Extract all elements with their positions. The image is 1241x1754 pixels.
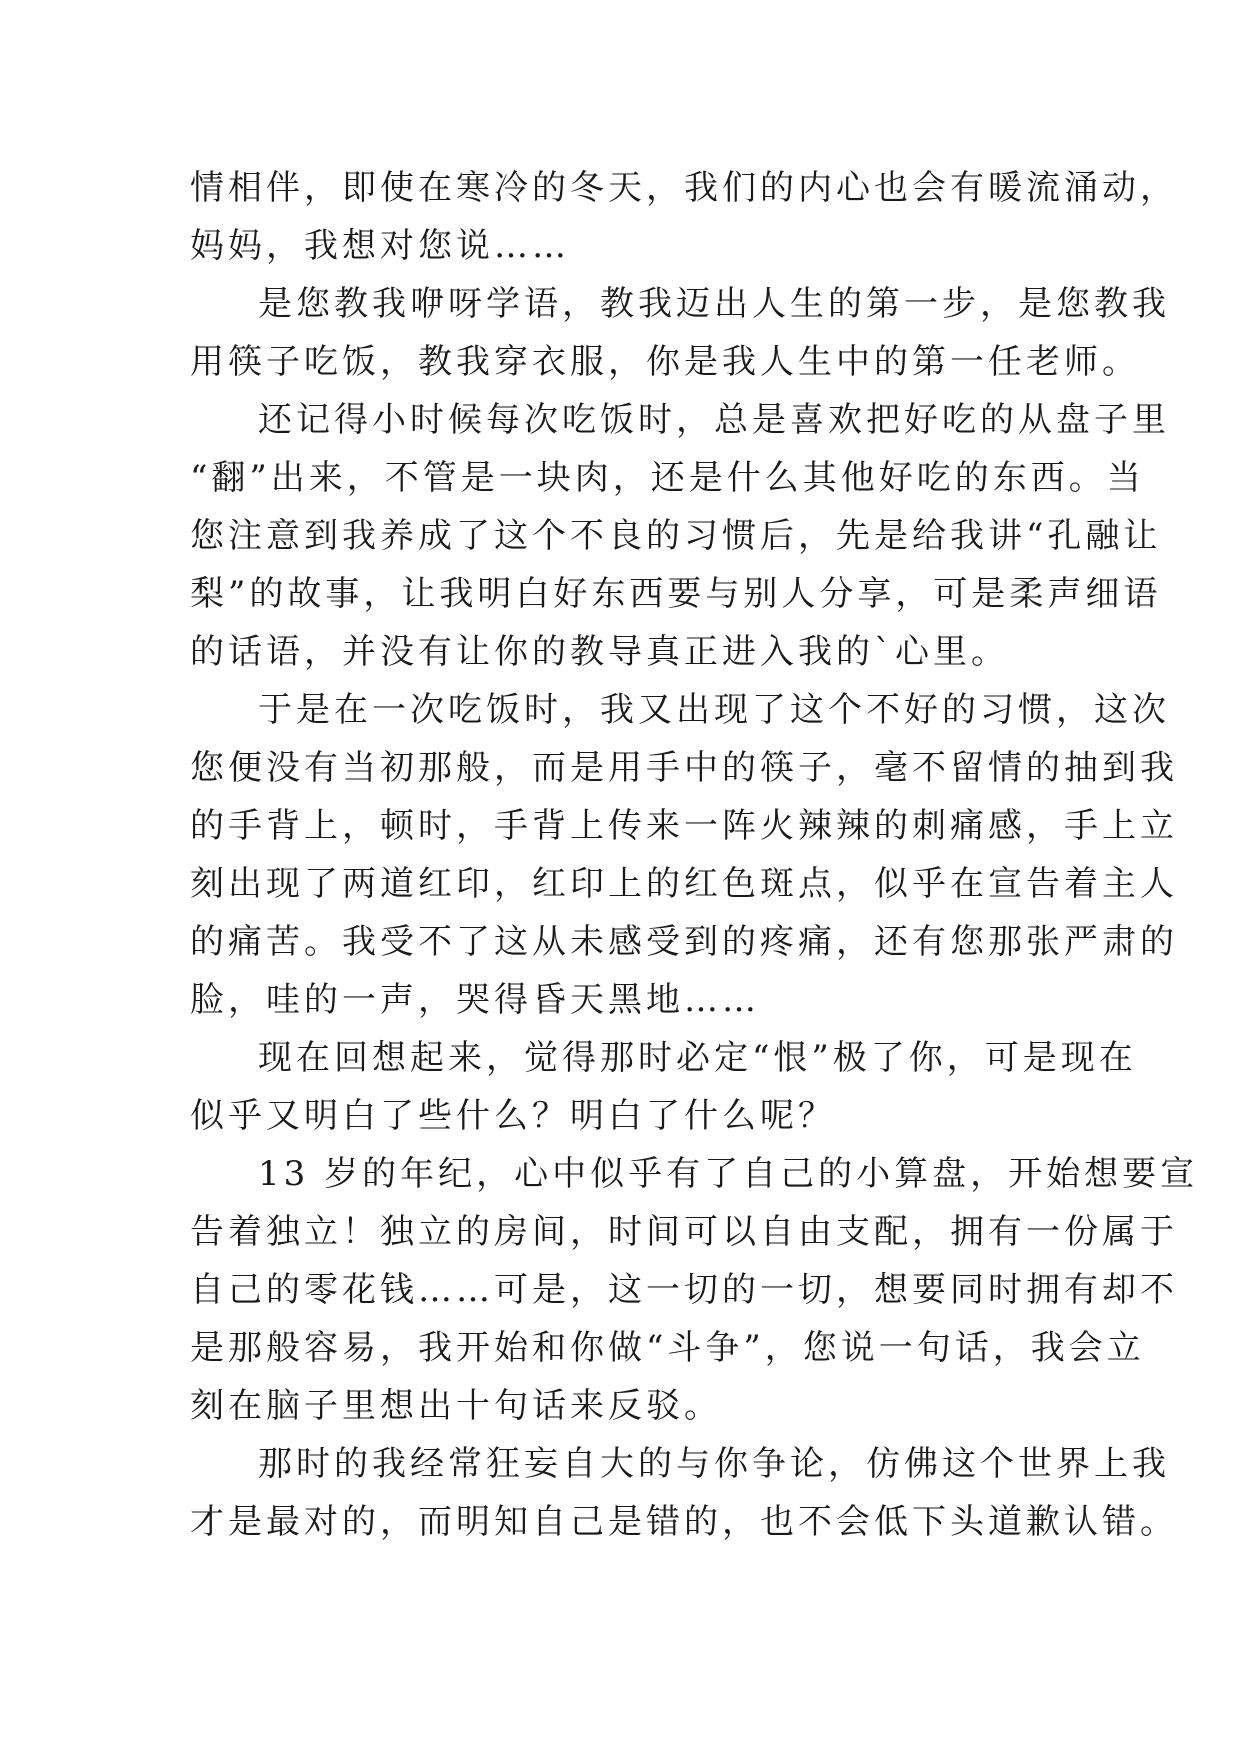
text-line: 那时的我经常狂妄自大的与你争论，仿佛这个世界上我 [258,1444,1170,1484]
text-line: 现在回想起来，觉得那时必定“恨”极了你，可是现在 [258,1038,1137,1078]
text-line: 于是在一次吃饭时，我又出现了这个不好的习惯，这次 [258,690,1170,730]
text-line: 的手背上，顿时，手背上传来一阵火辣辣的刺痛感，手上立 [190,806,1178,846]
text-line: 情相伴，即使在寒冷的冬天，我们的内心也会有暖流涌动， [190,168,1178,208]
text-line: “翻”出来，不管是一块肉，还是什么其他好吃的东西。当 [190,458,1145,498]
paragraph [190,275,1170,391]
text-line: 自己的零花钱……可是，这一切的一切，想要同时拥有却不 [190,1270,1178,1310]
text-line: 才是最对的，而明知自己是错的，也不会低下头道歉认错。 [190,1502,1178,1542]
paragraph [190,159,1178,275]
paragraph [190,1145,1199,1435]
text-line: 脸，哇的一声，哭得昏天黑地…… [190,980,760,1020]
paragraph [190,1029,1137,1145]
text-line: 是那般容易，我开始和你做“斗争”，您说一句话，我会立 [190,1328,1145,1368]
text-line: 13 岁的年纪，心中似乎有了自己的小算盘，开始想要宣 [258,1154,1199,1194]
text-line: 告着独立！独立的房间，时间可以自由支配，拥有一份属于 [190,1212,1178,1252]
text-line: 您便没有当初那般，而是用手中的筷子，毫不留情的抽到我 [190,748,1178,788]
text-line: 还记得小时候每次吃饭时，总是喜欢把好吃的从盘子里 [258,400,1170,440]
text-line: 用筷子吃饭，教我穿衣服，你是我人生中的第一任老师。 [190,342,1140,382]
text-line: 是您教我咿呀学语，教我迈出人生的第一步，是您教我 [258,284,1170,324]
text-line: 妈妈，我想对您说…… [190,226,570,266]
text-line: 的痛苦。我受不了这从未感受到的疼痛，还有您那张严肃的 [190,922,1178,962]
paragraph [190,1435,1178,1551]
text-line: 梨”的故事，让我明白好东西要与别人分享，可是柔声细语 [190,574,1162,614]
paragraph [190,391,1170,681]
text-line: 似乎又明白了些什么？明白了什么呢？ [190,1096,836,1136]
text-line: 刻在脑子里想出十句话来反驳。 [190,1386,722,1426]
text-line: 您注意到我养成了这个不良的习惯后，先是给我讲“孔融让 [190,516,1162,556]
text-line: 的话语，并没有让你的教导真正进入我的`心里。 [190,632,1009,672]
paragraph [190,681,1178,1029]
document-body [190,159,1199,1551]
text-line: 刻出现了两道红印，红印上的红色斑点，似乎在宣告着主人 [190,864,1178,904]
